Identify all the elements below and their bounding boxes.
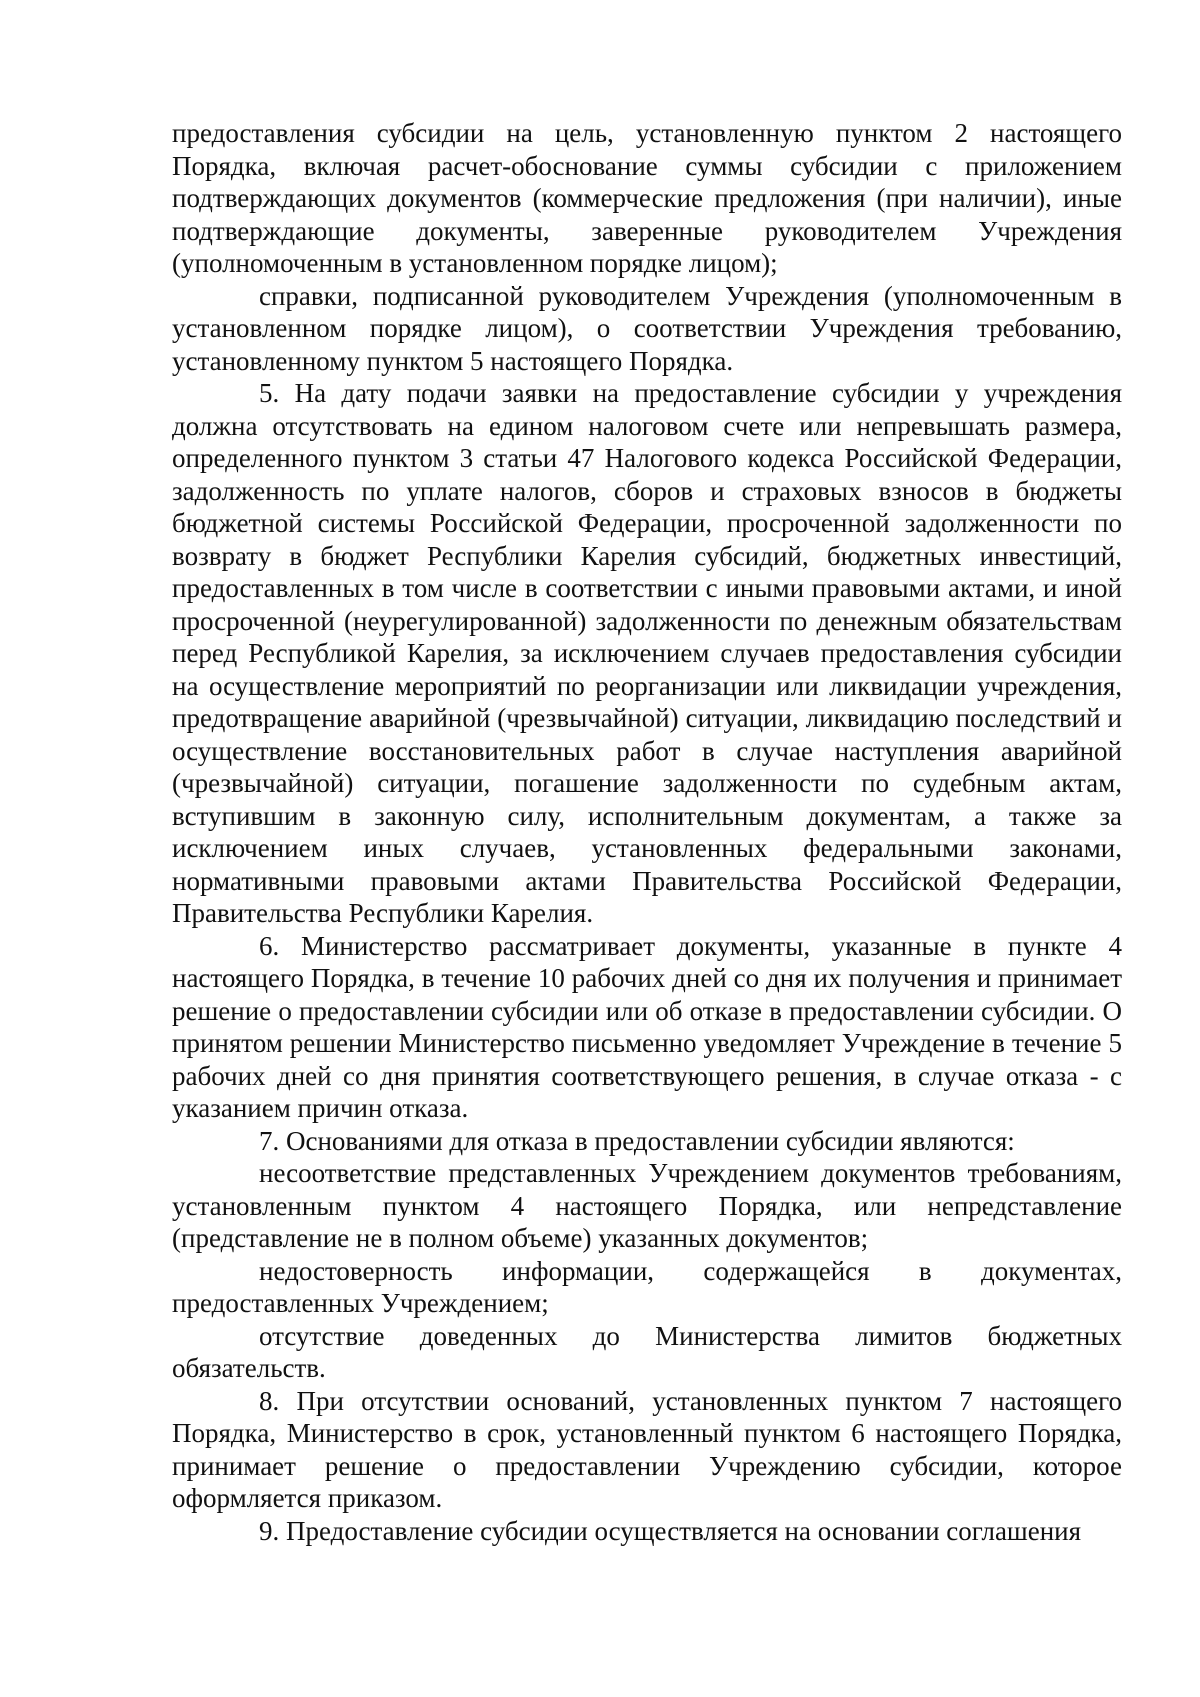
paragraph-item-6: 6. Министерство рассматривает документы, указанные в пункте 4 настоящего Порядка, в течение 10 рабочих дней со дня их получения и принимает решение о предоставлении субсидии или об отказе в предоставлении субсидии. О принятом решении Министерство письменно уведомляет Учреждение в течение 5 рабочих дней со дня принятия соответствующего решения, в случае отказа - с указанием причин отказа. [172, 930, 1122, 1123]
document-body [172, 117, 1122, 1547]
paragraph-refusal-reason-3: отсутствие доведенных до Министерства лимитов бюджетных обязательств. [172, 1320, 1122, 1383]
paragraph-item-7: 7. Основаниями для отказа в предоставлении субсидии являются: [259, 1125, 1015, 1156]
paragraph-refusal-reason-2: недостоверность информации, содержащейся в документах, предоставленных Учреждением; [172, 1255, 1122, 1318]
paragraph-certificate: справки, подписанной руководителем Учреждения (уполномоченным в установленном порядке лицом), о соответствии Учреждения требованию, установленному пунктом 5 настоящего Порядка. [172, 280, 1122, 376]
paragraph-documents-list: предоставления субсидии на цель, установленную пунктом 2 настоящего Порядка, включая расчет-обоснование суммы субсидии с приложением подтверждающих документов (коммерческие предложения (при наличии), иные подтверждающие документы, заверенные руководителем Учреждения (уполномоченным в установленном порядке лицом); [172, 118, 1122, 278]
paragraph-item-5: 5. На дату подачи заявки на предоставление субсидии у учреждения должна отсутствовать на едином налоговом счете или непревышать размера, определенного пунктом 3 статьи 47 Налогового кодекса Российской Федерации, задолженность по уплате налогов, сборов и страховых взносов в бюджеты бюджетной системы Российской Федерации, просроченной задолженности по возврату в бюджет Республики Карелия субсидий, бюджетных инвестиций, предоставленных в том числе в соответствии с иными правовыми актами, и иной просроченной (неурегулированной) задолженности по денежным обязательствам перед Республикой Карелия, за исключением случаев предоставления субсидии на осуществление мероприятий по реорганизации или ликвидации учреждения, предотвращение аварийной (чрезвычайной) ситуации, ликвидацию последствий и осуществление восстановительных работ в случае наступления аварийной (чрезвычайной) ситуации, погашение задолженности по судебным актам, вступившим в законную силу, исполнительным документам, а также за исключением иных случаев, установленных федеральными законами, нормативными правовыми актами Правительства Российской Федерации, Правительства Республики Карелия. [172, 378, 1122, 928]
paragraph-item-8: 8. При отсутствии оснований, установленных пунктом 7 настоящего Порядка, Министерство в срок, установленный пунктом 6 настоящего Порядка, принимает решение о предоставлении Учреждению субсидии, которое оформляется приказом. [172, 1385, 1122, 1513]
paragraph-refusal-reason-1: несоответствие представленных Учреждением документов требованиям, установленным пунктом 4 настоящего Порядка, или непредставление (представление не в полном объеме) указанных документов; [172, 1158, 1122, 1253]
paragraph-item-9: 9. Предоставление субсидии осуществляется на основании соглашения [259, 1515, 1082, 1546]
